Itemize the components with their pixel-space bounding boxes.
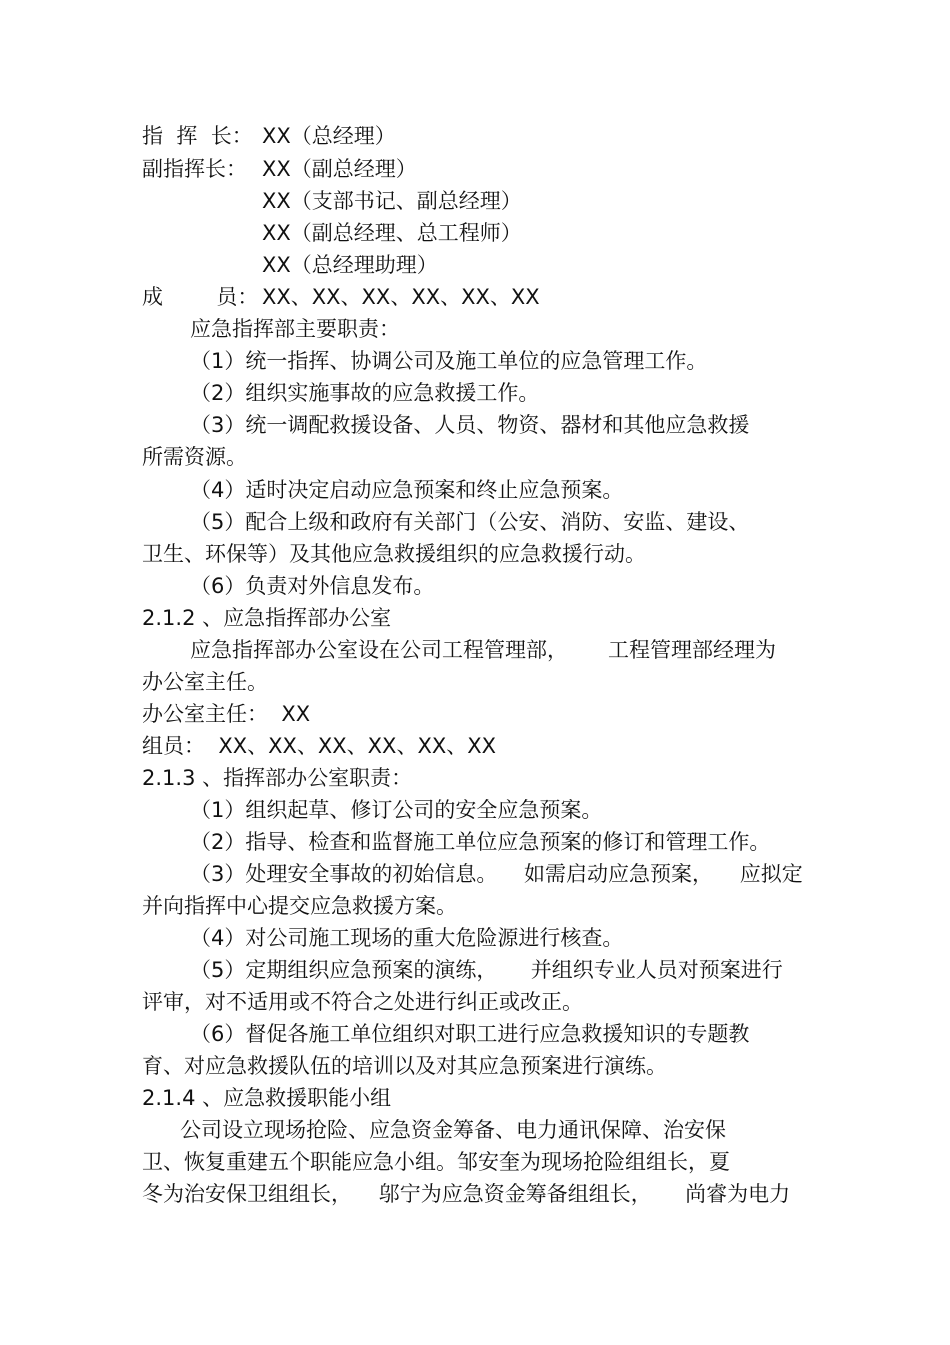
office-members: 组员： XX、XX、XX、XX、XX、XX (142, 734, 496, 758)
hq-duties-title: 应急指挥部主要职责： (190, 317, 400, 341)
duty-line: （4）适时决定启动应急预案和终止应急预案。 (190, 478, 624, 502)
duty-line: 育、对应急救援队伍的培训以及对其应急预案进行演练。 (142, 1054, 667, 1078)
duty-line: （2）指导、检查和监督施工单位应急预案的修订和管理工作。 (190, 830, 771, 854)
members-value: XX、XX、XX、XX、XX、XX (262, 285, 540, 309)
office-desc: 办公室主任。 (142, 670, 268, 694)
section-heading: 2.1.3 、指挥部办公室职责： (142, 766, 413, 790)
duty-line: （6）负责对外信息发布。 (190, 574, 435, 598)
section-heading: 2.1.4 、应急救援职能小组 (142, 1086, 392, 1110)
duty-line: 评审，对不适用或不符合之处进行纠正或改正。 (142, 990, 583, 1014)
duty-line: 并向指挥中心提交应急救援方案。 (142, 894, 457, 918)
members-label: 成 员： (142, 285, 259, 309)
deputy-value: XX（副总经理、总工程师） (262, 221, 522, 245)
group-line: 冬为治安保卫组组长， 邬宁为应急资金筹备组组长， 尚睿为电力 (142, 1182, 791, 1206)
duty-line: （2）组织实施事故的应急救援工作。 (190, 381, 540, 405)
duty-line: （5）定期组织应急预案的演练， 并组织专业人员对预案进行 (190, 958, 783, 982)
group-line: 卫、恢复重建五个职能应急小组。邹安奎为现场抢险组组长，夏 (142, 1150, 730, 1174)
duty-line: （1）统一指挥、协调公司及施工单位的应急管理工作。 (190, 349, 708, 373)
section-heading: 2.1.2 、应急指挥部办公室 (142, 606, 392, 630)
duty-line: （3）统一调配救援设备、人员、物资、器材和其他应急救援 (190, 413, 750, 437)
duty-line: 所需资源。 (142, 445, 247, 469)
deputy-label: 副指挥长： (142, 157, 247, 181)
office-director: 办公室主任： XX (142, 702, 311, 726)
duty-line: 卫生、环保等）及其他应急救援组织的应急救援行动。 (142, 542, 646, 566)
commander-value: XX（总经理） (262, 124, 396, 148)
group-line: 公司设立现场抢险、应急资金筹备、电力通讯保障、治安保 (180, 1118, 726, 1142)
duty-line: （1）组织起草、修订公司的安全应急预案。 (190, 798, 603, 822)
deputy-value: XX（副总经理） (262, 157, 417, 181)
duty-line: （4）对公司施工现场的重大危险源进行核查。 (190, 926, 624, 950)
duty-line: （3）处理安全事故的初始信息。 如需启动应急预案， 应拟定 (190, 862, 803, 886)
duty-line: （6）督促各施工单位组织对职工进行应急救援知识的专题教 (190, 1022, 750, 1046)
deputy-value: XX（支部书记、副总经理） (262, 189, 522, 213)
office-desc: 应急指挥部办公室设在公司工程管理部， 工程管理部经理为 (190, 638, 777, 662)
commander-label: 指 挥 长： (142, 124, 253, 148)
duty-line: （5）配合上级和政府有关部门（公安、消防、安监、建设、 (190, 510, 750, 534)
deputy-value: XX（总经理助理） (262, 253, 438, 277)
